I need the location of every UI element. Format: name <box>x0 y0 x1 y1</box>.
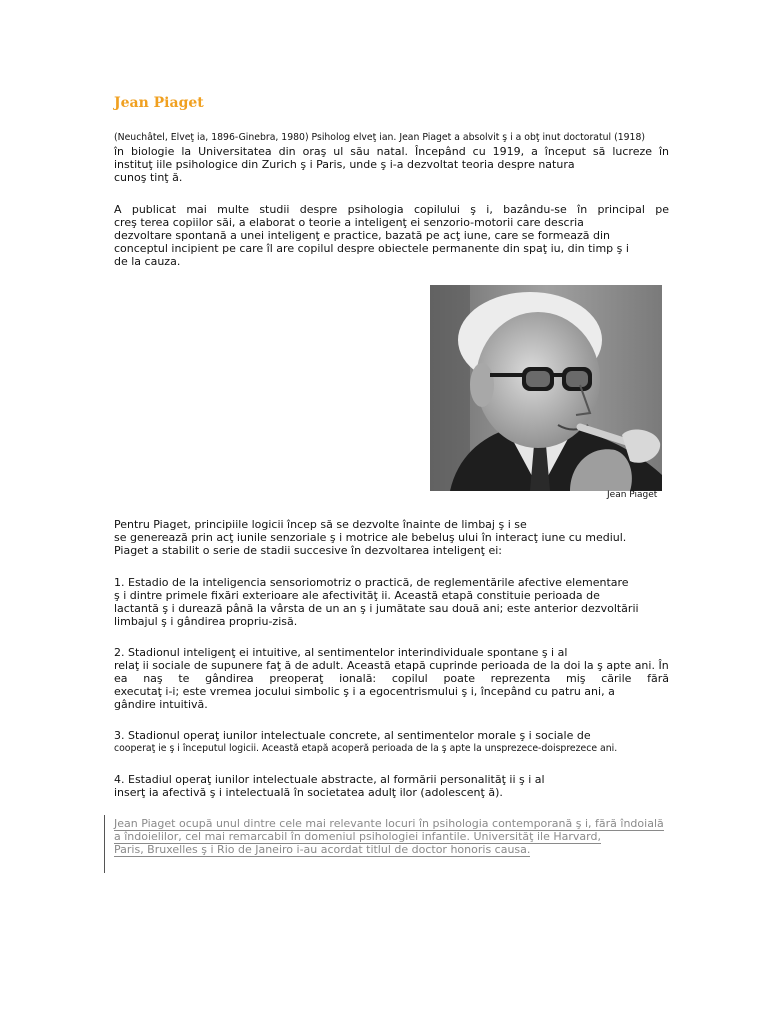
portrait-photo <box>430 285 662 491</box>
stage2-line: relaţ ii sociale de supunere faţ ă de adult. Această etapă cuprinde perioada de la doi la ş apte ani. În <box>114 659 669 672</box>
studies-line: de la cauza. <box>114 255 181 268</box>
stage2-line: executaţ i-i; este vremea jocului simbolic ş i a egocentrismului ş i, începând cu patru ani, a <box>114 685 615 698</box>
stage3-line: 3. Stadionul operaţ iunilor intelectuale concrete, al sentimentelor morale ş i sociale de <box>114 729 591 742</box>
principles-line: Piaget a stabilit o serie de stadii succesive în dezvoltarea inteligenţ ei: <box>114 544 503 557</box>
quote-bar <box>104 815 105 873</box>
portrait-illustration <box>430 285 662 491</box>
principles-line: se generează prin acţ iunile senzoriale ş i motrice ale bebeluş ului în interacţ iune cu mediul. <box>114 531 627 544</box>
intro-line: instituţ iile psihologice din Zurich ş i Paris, unde ş i-a dezvoltat teoria despre natura <box>114 158 575 171</box>
studies-line: dezvoltare spontană a unei inteligenţ e practice, bazată pe acţ iune, care se formează din <box>114 229 610 242</box>
stage2-line: 2. Stadionul inteligenţ ei intuitive, al sentimentelor interindividuale spontane ş i al <box>114 646 568 659</box>
stage3-line: cooperaţ ie ş i începutul logicii. Această etapă acoperă perioada de la ş apte la unsprezece-doisprezece ani. <box>114 743 618 754</box>
stage4-line: inserţ ia afectivă ş i intelectuală în societatea adulţ ilor (adolescenţ ă). <box>114 786 503 799</box>
studies-line: conceptul incipient pe care îl are copilul despre obiectele permanente din spaţ iu, din timp ş i <box>114 242 629 255</box>
quote-line: a îndoielilor, cel mai remarcabil în domeniul psihologiei infantile. Universităţ ile Harvard, <box>114 830 601 843</box>
stage2-line: gândire intuitivă. <box>114 698 208 711</box>
stage1-line: ş i dintre primele fixări exterioare ale afectivităţ ii. Această etapă constituie perioada de <box>114 589 600 602</box>
stage1-line: 1. Estadio de la inteligencia sensoriomotriz o practică, de reglementările afective elementare <box>114 576 629 589</box>
studies-line: A publicat mai multe studii despre psihologia copilului ş i, bazându-se în principal pe <box>114 203 669 216</box>
stage2-line: ea naş te gândirea preoperaţ ională: copilul poate reprezenta miş cările fără <box>114 672 669 685</box>
intro-line: (Neuchâtel, Elveţ ia, 1896-Ginebra, 1980) Psiholog elveţ ian. Jean Piaget a absolvit ş i a obţ inut doctoratul (1918) <box>114 132 645 143</box>
stage1-line: lactantă ş i durează până la vârsta de un an ş i jumătate sau două ani; este anterior dezvoltării <box>114 602 639 615</box>
intro-line: în biologie la Universitatea din oraş ul său natal. Începând cu 1919, a început să lucreze în <box>114 145 669 158</box>
photo-caption: Jean Piaget <box>607 490 658 500</box>
stage4-line: 4. Estadiul operaţ iunilor intelectuale abstracte, al formării personalităţ ii ş i al <box>114 773 545 786</box>
quote-line: Paris, Bruxelles ş i Rio de Janeiro i-au acordat titlul de doctor honoris causa. <box>114 843 531 856</box>
document-title: Jean Piaget <box>114 95 204 111</box>
studies-line: creş terea copiilor săi, a elaborat o teorie a inteligenţ ei senzorio-motorii care descria <box>114 216 584 229</box>
quote-line: Jean Piaget ocupă unul dintre cele mai relevante locuri în psihologia contemporană ş i, fără îndoială <box>114 817 664 830</box>
intro-line: cunoş tinţ ă. <box>114 171 183 184</box>
principles-line: Pentru Piaget, principiile logicii încep să se dezvolte înainte de limbaj ş i se <box>114 518 527 531</box>
stage1-line: limbajul ş i gândirea propriu-zisă. <box>114 615 298 628</box>
